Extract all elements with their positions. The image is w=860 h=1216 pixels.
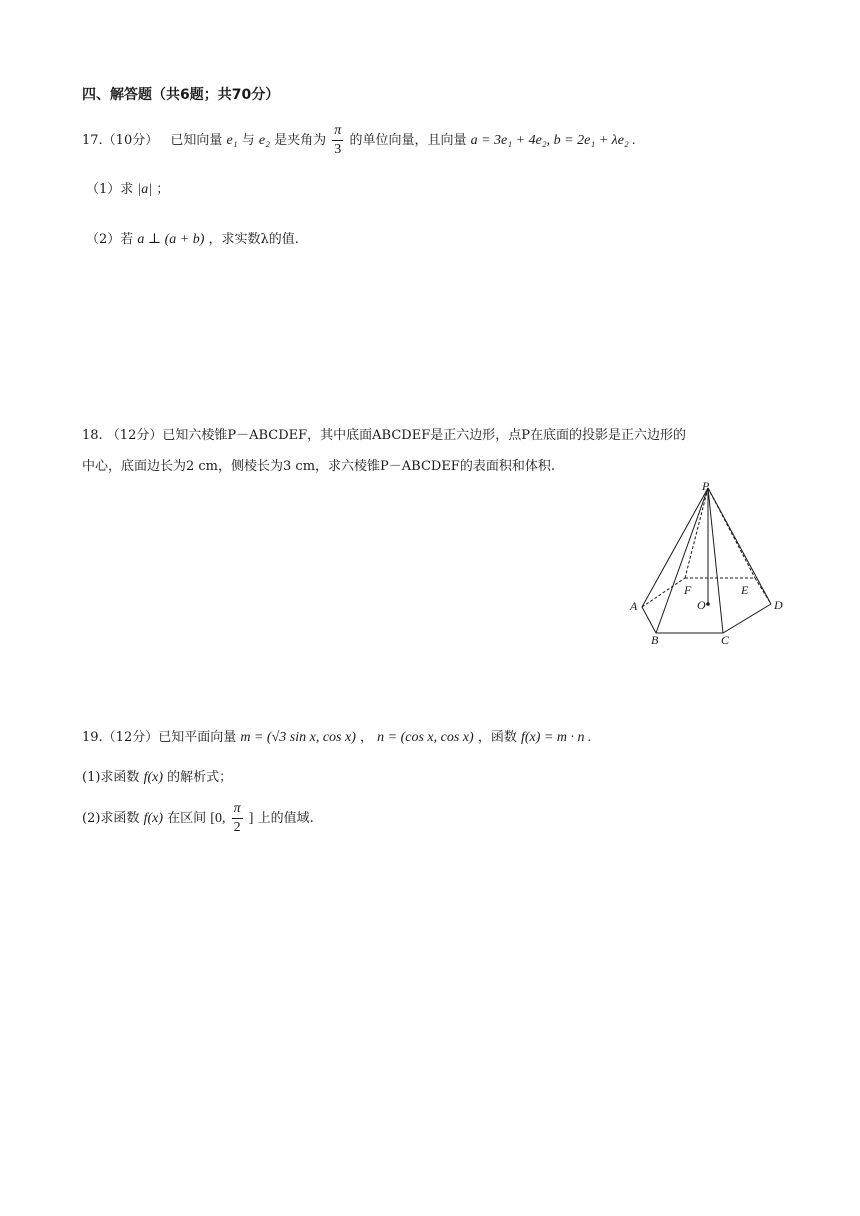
q17-part1 bbox=[86, 178, 169, 198]
q19-interval-fraction bbox=[232, 802, 243, 835]
q19-f-expr: f(x) = m · n . bbox=[520, 730, 592, 745]
label-E: E bbox=[741, 583, 749, 597]
q17-frac-num: π bbox=[332, 124, 343, 141]
q18-line1: 18. （12分）已知六棱锥P－ABCDEF，其中底面ABCDEF是正六边形，点P在底面的投影是正六边形的 bbox=[82, 428, 686, 443]
q18-line2: 中心，底面边长为2 cm，侧棱长为3 cm，求六棱锥P－ABCDEF的表面积和体积. bbox=[82, 459, 555, 474]
q19-interval-den: 2 bbox=[233, 820, 241, 835]
label-C: C bbox=[721, 633, 730, 647]
q17-part2-end: ，求实数λ的值. bbox=[208, 232, 299, 247]
q19-part1-b: 的解析式； bbox=[167, 770, 233, 785]
q19-interval-left: [0, bbox=[210, 811, 226, 826]
q17-part1-label: （1）求 bbox=[86, 182, 134, 197]
q17-formula: a = 3e₁ + 4e₂, b = 2e₁ + λe₂ . bbox=[470, 133, 636, 148]
q17-part1-expr: |a| bbox=[137, 182, 153, 197]
question-19 bbox=[82, 726, 591, 746]
q17-angle-fraction bbox=[332, 124, 343, 157]
q17-part1-end: ； bbox=[156, 182, 170, 197]
q19-interval-num: π bbox=[232, 802, 243, 819]
hidden-edges bbox=[642, 488, 771, 607]
q17-part2 bbox=[86, 228, 299, 248]
q19-part2-c: 上的值域. bbox=[257, 811, 314, 826]
question-17 bbox=[82, 124, 636, 157]
center-point bbox=[706, 602, 710, 606]
q17-vector-e1: e₁ bbox=[226, 133, 238, 148]
q19-part2 bbox=[82, 802, 314, 835]
q19-interval-right: ] bbox=[248, 811, 254, 826]
q19-part1 bbox=[82, 766, 232, 786]
q19-part2-f: f(x) bbox=[143, 811, 163, 826]
label-O: O bbox=[697, 598, 706, 612]
q19-line1-a: 19.（12分）已知平面向量 bbox=[82, 730, 237, 745]
q17-part2-label: （2）若 bbox=[86, 232, 134, 247]
q17-stem-b: 与 bbox=[241, 133, 255, 148]
q17-stem-a: 已知向量 bbox=[170, 133, 223, 148]
q19-m-expr: m = (√3 sin x, cos x) bbox=[240, 730, 356, 745]
q17-number: 17.（10分） bbox=[82, 133, 159, 148]
q19-part2-b: 在区间 bbox=[167, 811, 207, 826]
q19-n-expr: n = (cos x, cos x) bbox=[377, 730, 474, 745]
q17-part2-expr: a ⊥ (a + b) bbox=[137, 232, 205, 247]
section-title: 四、解答题（共6题；共70分） bbox=[82, 87, 280, 103]
q19-part1-f: f(x) bbox=[143, 770, 163, 785]
q17-stem-c: 是夹角为 bbox=[274, 133, 327, 148]
q19-part1-a: (1)求函数 bbox=[82, 770, 140, 785]
label-A: A bbox=[630, 599, 638, 613]
q19-sep: ， bbox=[360, 730, 374, 745]
label-P: P bbox=[702, 479, 710, 493]
q17-vector-e2: e₂ bbox=[258, 133, 270, 148]
hexagonal-pyramid-figure bbox=[620, 476, 795, 651]
label-D: D bbox=[774, 598, 783, 612]
visible-edges bbox=[642, 488, 771, 633]
label-B: B bbox=[651, 633, 659, 647]
q17-frac-den: 3 bbox=[334, 142, 342, 157]
q19-line1-b: ，函数 bbox=[477, 730, 517, 745]
label-F: F bbox=[684, 583, 692, 597]
q19-part2-a: (2)求函数 bbox=[82, 811, 140, 826]
q17-stem-d: 的单位向量，且向量 bbox=[349, 133, 467, 148]
